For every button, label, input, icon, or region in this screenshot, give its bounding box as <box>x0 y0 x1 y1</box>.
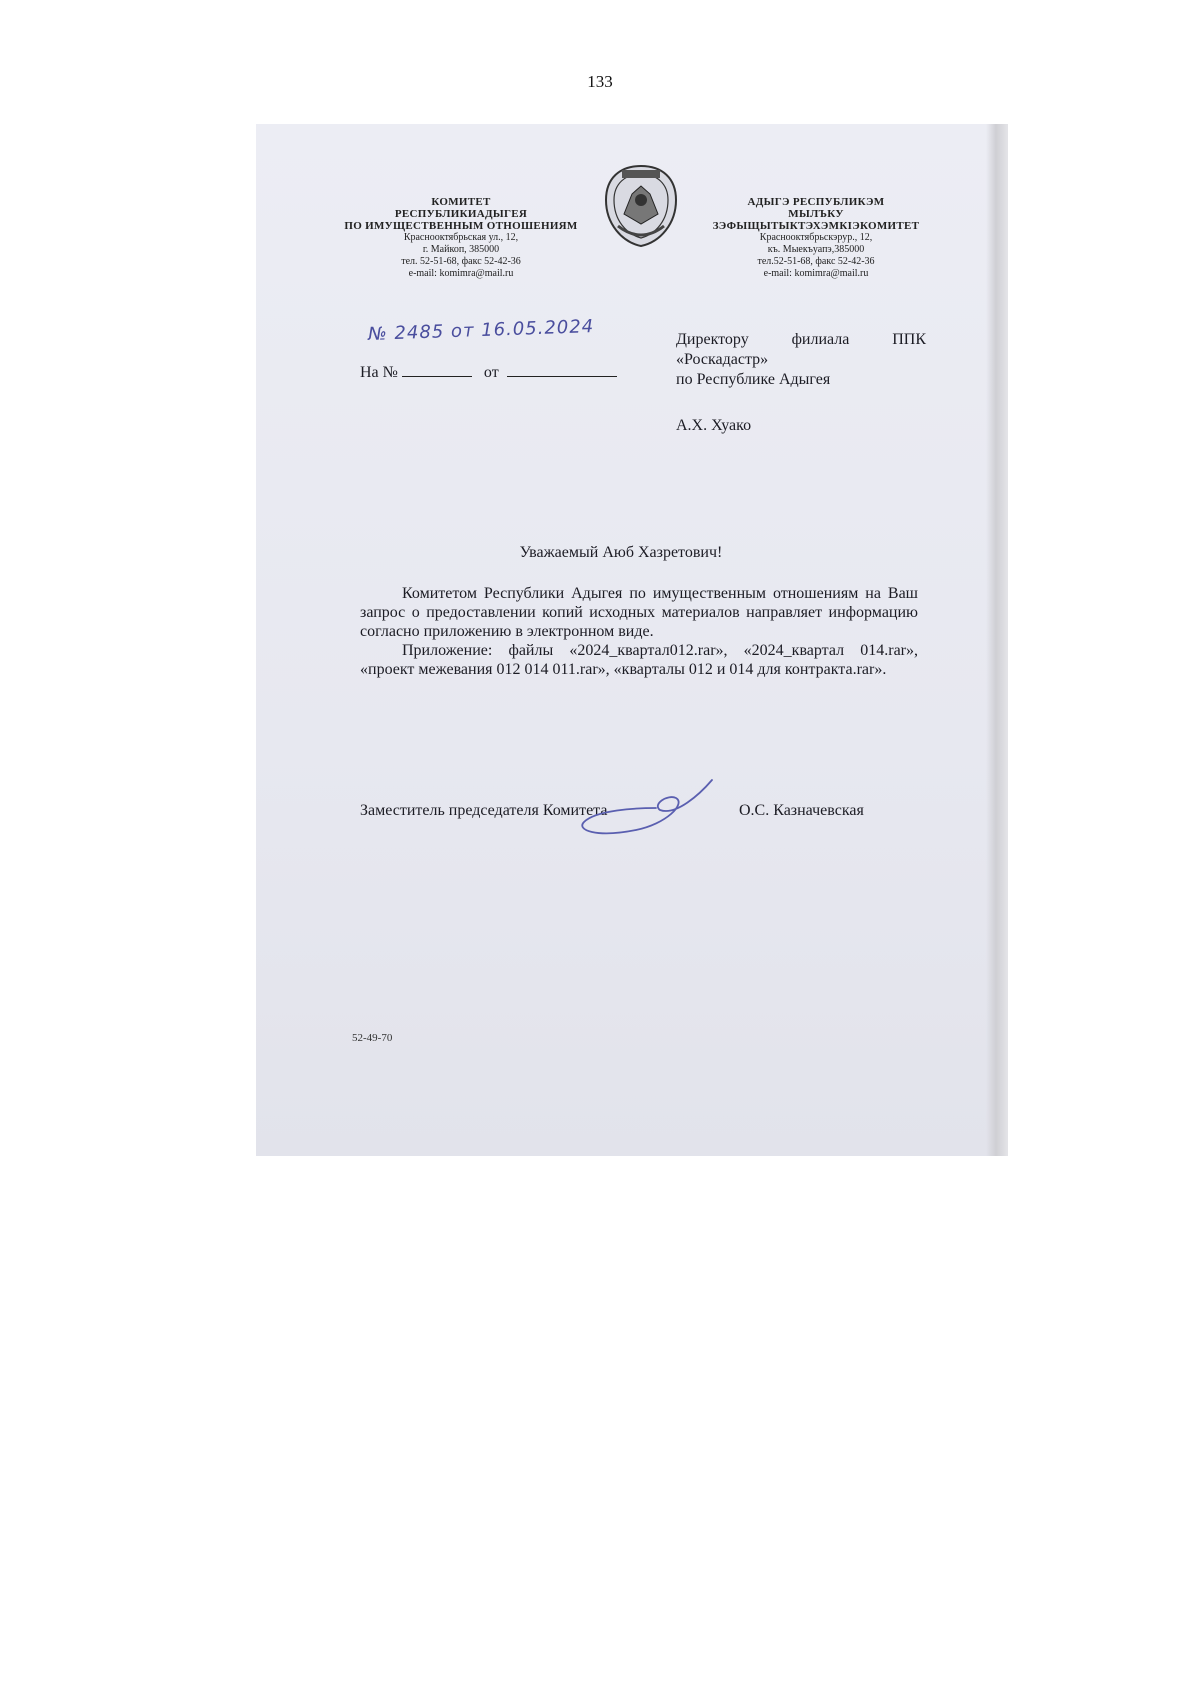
body-paragraph-1: Комитетом Республики Адыгея по имущественным отношениям на Ваш запрос о предоставлении копий исходных материалов направляет информацию согласно приложению в электронном виде. <box>360 585 918 640</box>
letterhead-right-address2: къ. Мыекъуапэ,385000 <box>767 244 865 255</box>
addressee-block <box>676 330 926 436</box>
letterhead-right-email: e-mail: komimra@mail.ru <box>763 268 869 279</box>
letterhead-left-line3: ПО ИМУЩЕСТВЕННЫМ ОТНОШЕНИЯМ <box>344 220 578 232</box>
letterhead-right-phone: тел.52-51-68, факс 52-42-36 <box>757 256 875 267</box>
signatory-name: О.С. Казначевская <box>739 802 864 819</box>
letterhead-left-address1: Краснооктябрьская ул., 12, <box>403 232 519 243</box>
letterhead-right-address1: Краснооктябрьскэрур., 12, <box>759 232 873 243</box>
letterhead-right-line3: ЗЭФЫЩЫТЫКТЭХЭМКIЭКОМИТЕТ <box>712 220 920 232</box>
phone-footer: 52-49-70 <box>352 1032 393 1044</box>
letterhead-right-line1: АДЫГЭ РЕСПУБЛИКЭМ <box>747 196 885 208</box>
addressee-word1: Директору <box>676 331 749 348</box>
letterhead-right-line2: МЫЛЪКУ <box>788 208 844 220</box>
letterhead-right <box>686 196 946 280</box>
letter-body <box>360 584 918 679</box>
reference-no-label: На № <box>360 364 398 381</box>
signatory-title: Заместитель председателя Комитета <box>360 802 608 819</box>
addressee-name: А.Х. Хуако <box>676 417 752 434</box>
letterhead-left <box>326 196 596 280</box>
scan-edge-shadow <box>986 124 1008 1156</box>
page-number: 133 <box>587 72 613 91</box>
reference-date-blank <box>507 362 617 377</box>
letterhead-left-line1: КОМИТЕТ <box>431 196 491 208</box>
letterhead-left-address2: г. Майкоп, 385000 <box>422 244 500 255</box>
body-paragraph-2: Приложение: файлы «2024_квартал012.rar», «2024_квартал 014.rar», «проект межевания 012 014 011.rar», «кварталы 012 и 014 для контракта.rar». <box>360 642 918 678</box>
scanned-letter <box>256 124 1008 1156</box>
addressee-line2: «Роскадастр» <box>676 351 769 368</box>
reference-line <box>360 362 617 382</box>
addressee-line3: по Республике Адыгея <box>676 371 831 388</box>
reference-from-label: от <box>483 364 499 381</box>
addressee-line1 <box>676 330 926 350</box>
handwritten-signature <box>536 764 736 844</box>
letterhead-left-email: e-mail: komimra@mail.ru <box>408 268 514 279</box>
reference-no-blank <box>402 362 472 377</box>
addressee-word3: ППК <box>892 331 926 348</box>
letterhead-left-line2: РЕСПУБЛИКИАДЫГЕЯ <box>394 208 528 220</box>
letterhead-left-phone: тел. 52-51-68, факс 52-42-36 <box>401 256 521 267</box>
coat-of-arms-icon <box>602 164 680 248</box>
salutation: Уважаемый Аюб Хазретович! <box>519 544 723 561</box>
handwritten-registration-number: № 2485 от 16.05.2024 <box>367 316 595 345</box>
addressee-word2: филиала <box>791 331 850 348</box>
